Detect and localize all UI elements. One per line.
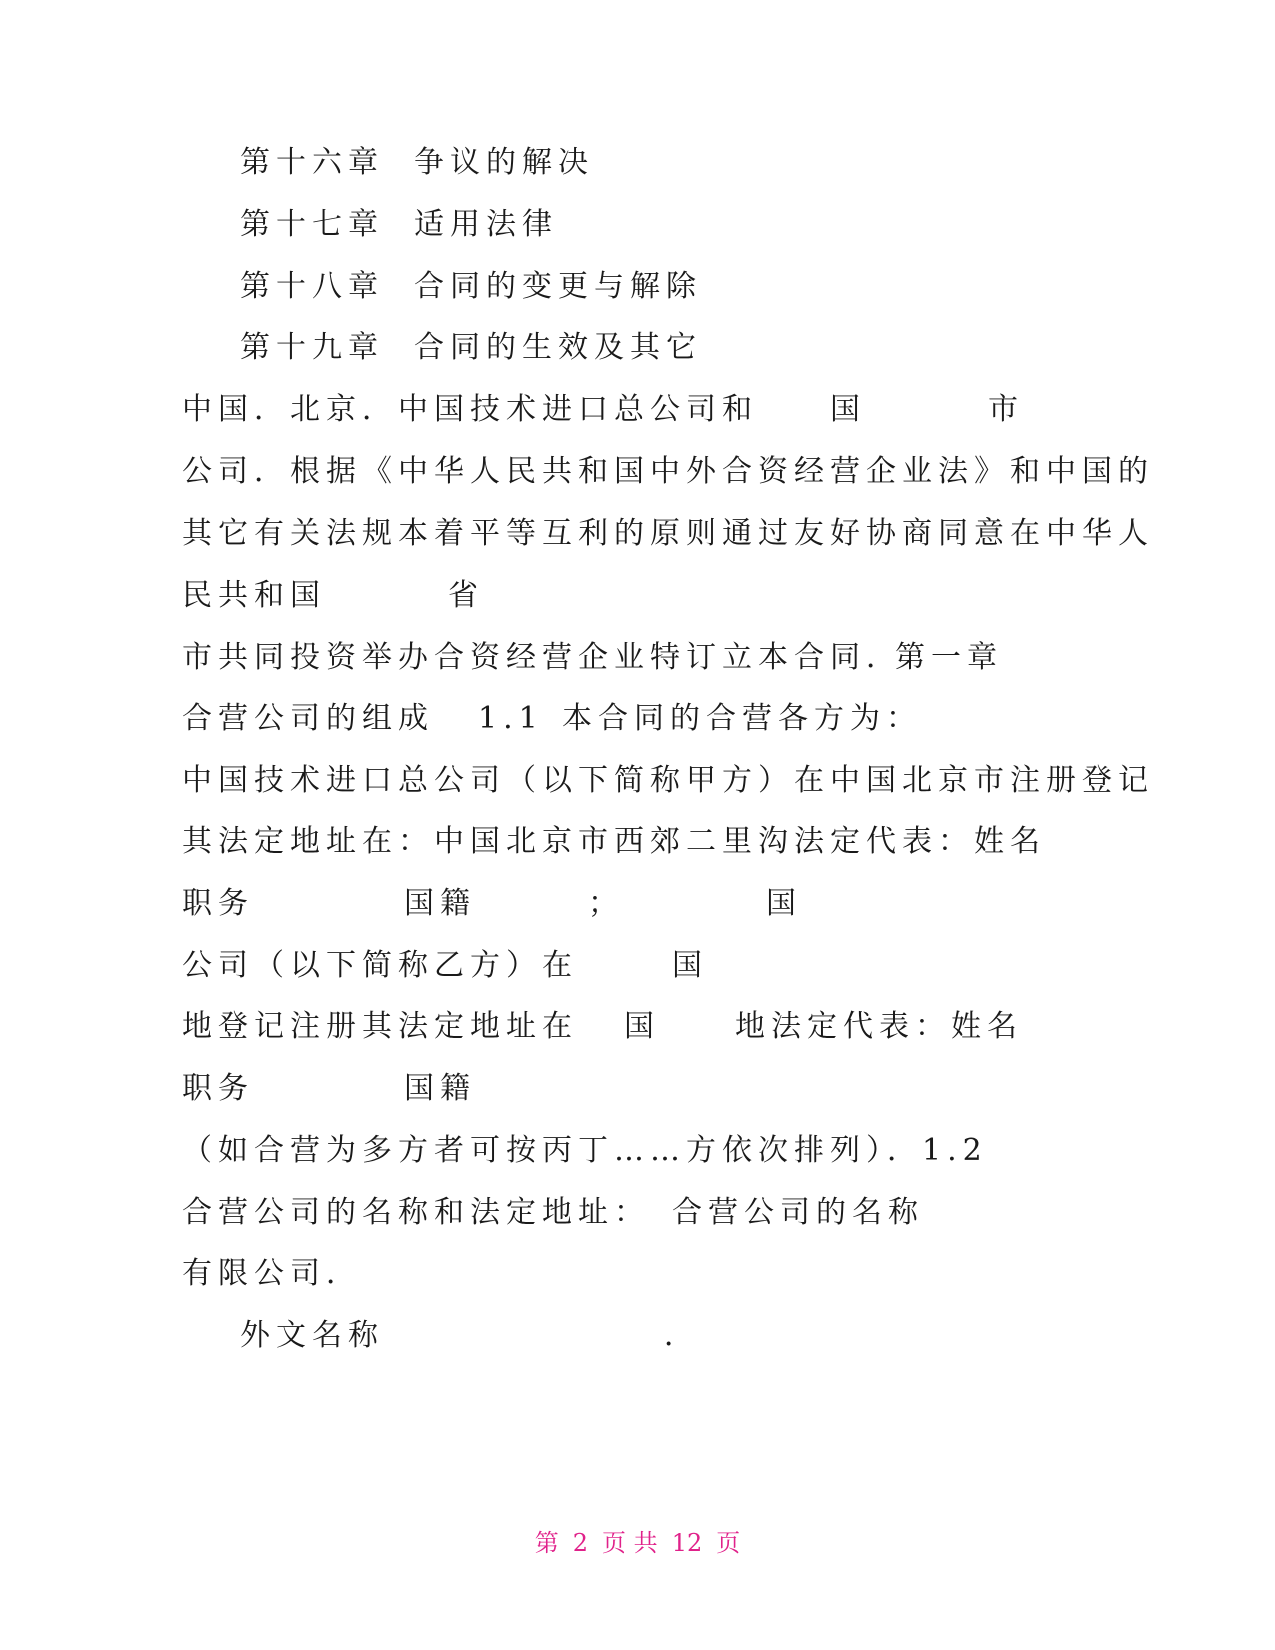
- body-text: 民共和国: [182, 578, 326, 613]
- body-text: 其法定地址在：中国北京市西郊二里沟法定代表：姓名: [182, 824, 1046, 859]
- body-text: 合营公司的名称: [672, 1195, 924, 1230]
- blank-country: 国: [624, 1009, 660, 1044]
- body-text: 国籍: [404, 886, 476, 921]
- chapter-title: 合营公司的组成: [182, 701, 434, 736]
- footer-suffix: 页: [716, 1529, 741, 1557]
- footer-prefix: 第: [534, 1529, 559, 1557]
- toc-chapter: 第十九章: [240, 330, 384, 365]
- body-text: 公司（以下简称乙方）在: [182, 948, 578, 983]
- body-text: 公司．根据《中华人民共和国中外合资经营企业法》和中国的: [182, 454, 1154, 489]
- body-text: ．: [664, 1318, 700, 1353]
- blank-province: 省: [448, 578, 484, 613]
- body-text: 职务: [182, 1071, 254, 1106]
- blank-country: 国: [830, 392, 866, 427]
- body-text: 市共同投资举办合资经营企业特订立本合同．: [182, 640, 902, 675]
- toc-title: 合同的变更与解除: [414, 269, 702, 304]
- clause-number: 1.1: [478, 701, 544, 736]
- page-footer: [0, 1528, 1275, 1558]
- toc-chapter: 第十六章: [240, 145, 384, 180]
- toc-entry-17: [240, 207, 558, 243]
- toc-title: 适用法律: [414, 207, 558, 242]
- toc-title: 争议的解决: [414, 145, 594, 180]
- toc-entry-16: [240, 145, 594, 181]
- blank-country: 国: [766, 886, 802, 921]
- toc-entry-18: [240, 269, 702, 305]
- body-text: 职务: [182, 886, 254, 921]
- chapter-heading: 第一章: [895, 640, 1003, 675]
- footer-mid: 页 共: [602, 1529, 658, 1557]
- blank-country: 国: [672, 948, 708, 983]
- body-text: 其它有关法规本着平等互利的原则通过友好协商同意在中华人: [182, 516, 1154, 551]
- toc-entry-19: [240, 330, 702, 366]
- clause-number: 1.2: [922, 1133, 988, 1168]
- toc-title: 合同的生效及其它: [414, 330, 702, 365]
- body-text: 地法定代表：姓名: [735, 1009, 1023, 1044]
- body-text: ；: [588, 886, 624, 921]
- toc-chapter: 第十八章: [240, 269, 384, 304]
- body-text: 外文名称: [240, 1318, 384, 1353]
- footer-total-pages: 12: [671, 1529, 703, 1557]
- body-text: 中国技术进口总公司（以下简称甲方）在中国北京市注册登记: [182, 763, 1154, 798]
- body-text: 地登记注册其法定地址在: [182, 1009, 578, 1044]
- body-text: 国籍: [404, 1071, 476, 1106]
- body-text: 合营公司的名称和法定地址：: [182, 1195, 650, 1230]
- toc-chapter: 第十七章: [240, 207, 384, 242]
- blank-city: 市: [988, 392, 1024, 427]
- body-text: 中国．北京．中国技术进口总公司和: [182, 392, 758, 427]
- body-text: 有限公司．: [182, 1256, 362, 1291]
- clause-text: 本合同的合营各方为：: [562, 701, 922, 736]
- body-text: （如合营为多方者可按丙丁……方依次排列）．: [182, 1133, 923, 1168]
- footer-page-number: 2: [572, 1529, 589, 1557]
